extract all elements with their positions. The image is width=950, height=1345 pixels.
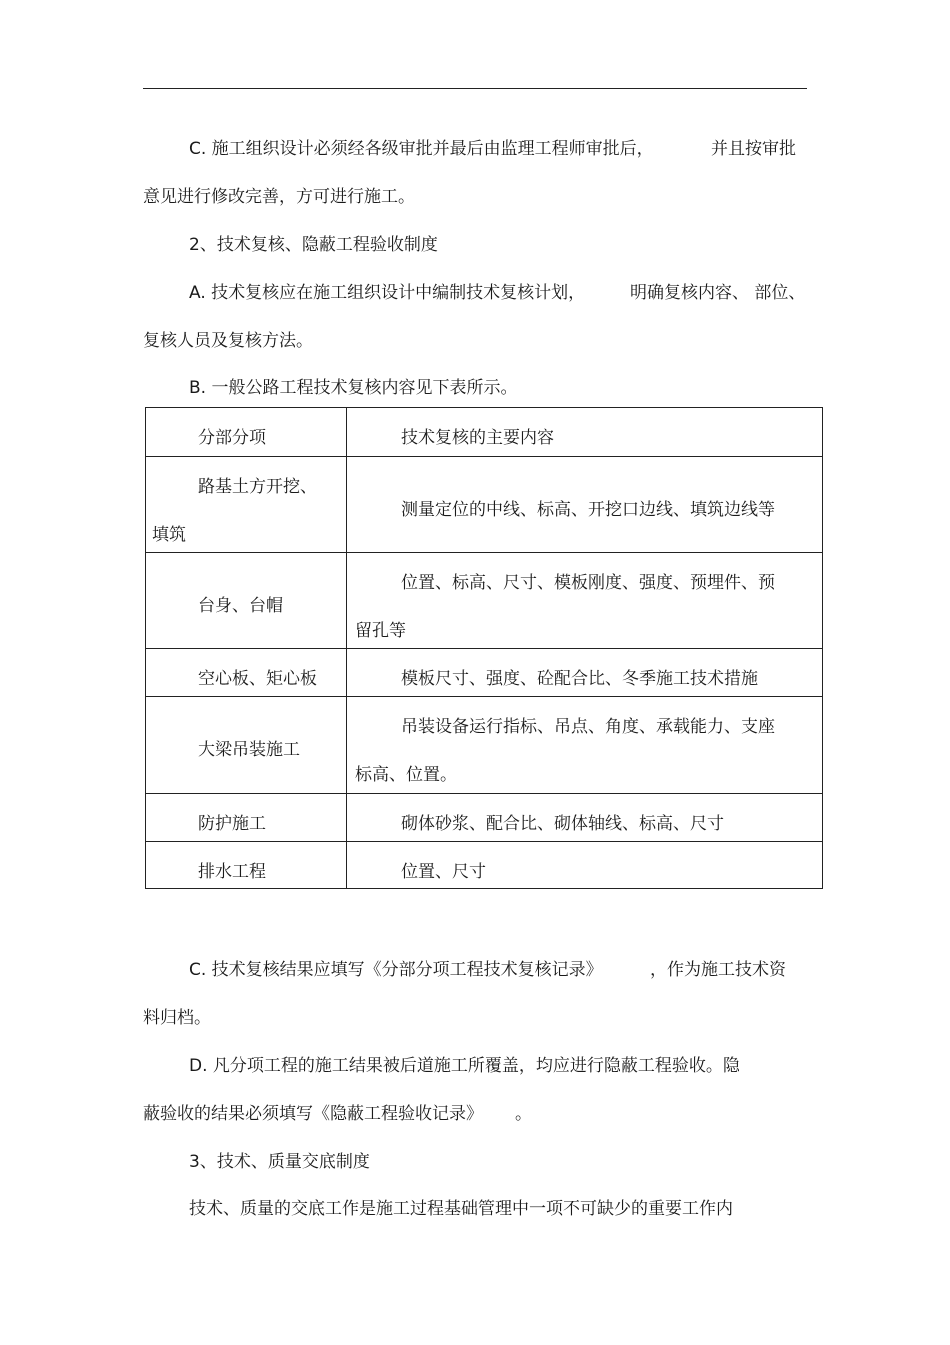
- para-c-line1: C. 施工组织设计必须经各级审批并最后由监理工程师审批后，: [189, 139, 654, 159]
- table-header-row: [146, 408, 823, 457]
- row-content-line1: 位置、标高、尺寸、模板刚度、强度、预埋件、预: [401, 573, 775, 593]
- table-cell-content: [347, 697, 823, 794]
- row-item-line1: 台身、台帽: [198, 596, 283, 616]
- table-header-cell: [347, 408, 823, 457]
- row-content-line1: 位置、尺寸: [401, 862, 486, 882]
- para-d-line2-tail: 。: [515, 1104, 532, 1124]
- row-item-line1: 防护施工: [198, 814, 266, 834]
- header-item: 分部分项: [198, 428, 266, 448]
- table-header-cell: [146, 408, 347, 457]
- row-content-line2: 标高、位置。: [355, 765, 457, 785]
- table-row: [146, 553, 823, 649]
- para-d-line2: 蔽验收的结果必须填写《隐蔽工程验收记录》: [143, 1104, 483, 1124]
- row-content-line1: 测量定位的中线、标高、开挖口边线、填筑边线等: [401, 500, 775, 520]
- section-heading-3: 3、技术、质量交底制度: [189, 1152, 370, 1172]
- table-cell-item: [146, 794, 347, 842]
- para-c-line1-tail: 并且按审批: [711, 139, 796, 159]
- section-heading-2: 2、技术复核、隐蔽工程验收制度: [189, 235, 438, 255]
- row-item-line2: 填筑: [152, 525, 186, 545]
- table-cell-item: [146, 553, 347, 649]
- para-b-line: B. 一般公路工程技术复核内容见下表所示。: [189, 378, 518, 398]
- table-cell-item: [146, 457, 347, 553]
- table-row: [146, 794, 823, 842]
- table-row: [146, 842, 823, 889]
- technical-review-table: [145, 407, 823, 889]
- table-cell-content: [347, 553, 823, 649]
- row-content-line1: 模板尺寸、强度、砼配合比、冬季施工技术措施: [401, 669, 758, 689]
- row-content-line1: 砌体砂浆、配合比、砌体轴线、标高、尺寸: [401, 814, 724, 834]
- row-item-line1: 空心板、矩心板: [198, 669, 317, 689]
- para-last-line: 技术、质量的交底工作是施工过程基础管理中一项不可缺少的重要工作内: [189, 1199, 733, 1219]
- row-item-line1: 排水工程: [198, 862, 266, 882]
- header-rule: [143, 88, 807, 89]
- table-cell-content: [347, 457, 823, 553]
- row-item-line1: 路基土方开挖、: [198, 477, 317, 497]
- row-content-line1: 吊装设备运行指标、吊点、角度、承载能力、支座: [401, 717, 775, 737]
- para-c2-line1: C. 技术复核结果应填写《分部分项工程技术复核记录》: [189, 960, 603, 980]
- table-cell-item: [146, 842, 347, 889]
- para-c2-line1-tail: ，作为施工技术资: [650, 960, 786, 980]
- para-c-line2: 意见进行修改完善，方可进行施工。: [143, 187, 415, 207]
- table-cell-item: [146, 649, 347, 697]
- row-item-line1: 大梁吊装施工: [198, 740, 300, 760]
- para-d-line1: D. 凡分项工程的施工结果被后道施工所覆盖，均应进行隐蔽工程验收。隐: [189, 1056, 740, 1076]
- table-cell-content: [347, 649, 823, 697]
- header-content: 技术复核的主要内容: [401, 428, 554, 448]
- table-cell-content: [347, 842, 823, 889]
- para-c2-line2: 料归档。: [143, 1008, 211, 1028]
- table-row: [146, 457, 823, 553]
- table-cell-content: [347, 794, 823, 842]
- table-row: [146, 649, 823, 697]
- para-a-line1: A. 技术复核应在施工组织设计中编制技术复核计划，: [189, 283, 586, 303]
- para-a-line1-tail: 明确复核内容、 部位、: [630, 283, 806, 303]
- table-cell-item: [146, 697, 347, 794]
- table-row: [146, 697, 823, 794]
- para-a-line2: 复核人员及复核方法。: [143, 331, 313, 351]
- row-content-line2: 留孔等: [355, 621, 406, 641]
